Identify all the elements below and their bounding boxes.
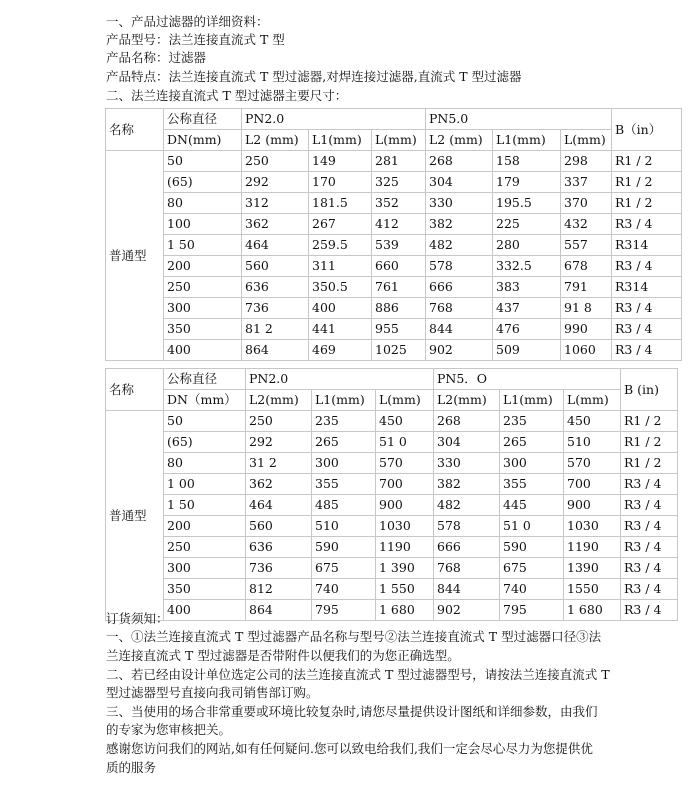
table-cell: 1030 [564,516,621,537]
intro-line-1: 一、产品过滤器的详细资料： [106,14,269,29]
table-cell: 265 [312,432,376,453]
table-cell: 795 [312,600,376,621]
name-header: 名称 [106,369,164,411]
col-header: L2(mm) [246,390,312,411]
table-cell: R3 / 4 [621,516,678,537]
table-cell: 355 [500,474,564,495]
nominal-header: 公称直径 [164,369,246,390]
table-cell: 1550 [564,579,621,600]
table-cell: 560 [246,516,312,537]
table-cell: R314 [612,277,682,298]
table-cell: 383 [493,277,561,298]
table-cell: 902 [434,600,500,621]
table-cell: 332.5 [493,256,561,277]
col-header: L2 (mm) [242,130,309,151]
table-cell: 50 [164,151,242,172]
table-cell: 476 [493,319,561,340]
table-cell: R1 / 2 [612,193,682,214]
table-cell: 578 [434,516,500,537]
table-cell: 195.5 [493,193,561,214]
table-row [106,256,682,277]
table-cell: R314 [612,235,682,256]
table-cell: 235 [500,411,564,432]
table-cell: 350 [164,579,246,600]
table-cell: 300 [500,453,564,474]
table-cell: 1 550 [376,579,434,600]
table-cell: 268 [434,411,500,432]
table-cell: R1 / 2 [621,411,678,432]
table-cell: 469 [309,340,372,361]
table-cell: 955 [372,319,426,340]
table-cell: 441 [309,319,372,340]
table-cell: 768 [426,298,493,319]
table-cell: 450 [564,411,621,432]
col-header: L(mm) [564,390,621,411]
table-cell: R3 / 4 [621,579,678,600]
table-cell: 570 [564,453,621,474]
table-cell: 675 [312,558,376,579]
table-cell: 179 [493,172,561,193]
table-cell: 902 [426,340,493,361]
col-header: L(mm) [372,130,426,151]
note-1b: 兰连接直流式 T 型过滤器是否带附件以便我们的为您正确选型。 [106,648,460,663]
table-cell: 158 [493,151,561,172]
table-row [106,319,682,340]
table-cell: 311 [309,256,372,277]
table-cell: 1025 [372,340,426,361]
table-cell: 400 [164,600,246,621]
table-cell: R3 / 4 [621,558,678,579]
table-cell: 300 [312,453,376,474]
name-header: 名称 [106,109,164,151]
table-cell: 736 [246,558,312,579]
table-cell: 736 [242,298,309,319]
table-cell: 1060 [561,340,612,361]
table-cell: 330 [426,193,493,214]
table-cell: 510 [312,516,376,537]
table-cell: 675 [500,558,564,579]
table-cell: R3 / 4 [612,340,682,361]
table-cell: 1030 [376,516,434,537]
table-cell: 350.5 [309,277,372,298]
table-cell: 844 [434,579,500,600]
table-cell: 267 [309,214,372,235]
intro-line-2: 产品型号：法兰连接直流式 T 型 [106,32,285,47]
table-cell: 450 [376,411,434,432]
table-cell: 791 [561,277,612,298]
table-row [106,172,682,193]
table-cell: 265 [500,432,564,453]
table-row [106,298,682,319]
table-row [106,579,678,600]
table-cell: R1 / 2 [621,453,678,474]
table-cell: 225 [493,214,561,235]
table-row [106,474,678,495]
table-cell: 1190 [376,537,434,558]
table-cell: 1 390 [376,558,434,579]
table-cell: 370 [561,193,612,214]
table-cell: 325 [372,172,426,193]
table-cell: 80 [164,453,246,474]
col-header: L1(mm) [500,390,564,411]
col-header: L1(mm) [493,130,561,151]
table-cell: 170 [309,172,372,193]
table-cell: 382 [426,214,493,235]
table-cell: 768 [434,558,500,579]
table-cell: 149 [309,151,372,172]
table-cell: 1 680 [564,600,621,621]
table-cell: 437 [493,298,561,319]
table-cell: 250 [242,151,309,172]
table-cell: 1 50 [164,495,246,516]
table-cell: 300 [164,558,246,579]
table-cell: R3 / 4 [612,256,682,277]
table-cell: 200 [164,256,242,277]
table-cell: 990 [561,319,612,340]
table-cell: 51 0 [500,516,564,537]
table-cell: 352 [372,193,426,214]
table-cell: 539 [372,235,426,256]
table-row [106,537,678,558]
table-cell: 510 [564,432,621,453]
table-cell: 795 [500,600,564,621]
table-cell: 482 [426,235,493,256]
pn-group-header: PN2.0 [246,369,434,390]
table-cell: 355 [312,474,376,495]
table-cell: 362 [246,474,312,495]
table-cell: 330 [434,453,500,474]
table-cell: 864 [242,340,309,361]
pn-group-header: PN2.0 [242,109,426,130]
table-cell: 660 [372,256,426,277]
table-cell: 445 [500,495,564,516]
table-cell: R1 / 2 [612,172,682,193]
table-cell: 678 [561,256,612,277]
table-cell: 281 [372,151,426,172]
table-cell: 1 680 [376,600,434,621]
col-header: L1(mm) [312,390,376,411]
table-cell: 509 [493,340,561,361]
table-cell: R3 / 4 [621,474,678,495]
table-cell: 31 2 [246,453,312,474]
table-cell: 91 8 [561,298,612,319]
table-cell: 844 [426,319,493,340]
table-cell: 900 [376,495,434,516]
table-cell: 590 [500,537,564,558]
table-row [106,340,682,361]
table-cell: R3 / 4 [612,319,682,340]
dimension-table-2 [105,368,678,621]
b-header: B (in) [621,369,678,411]
table-cell: 485 [312,495,376,516]
table-cell: 337 [561,172,612,193]
table-cell: 412 [372,214,426,235]
table-cell: 636 [246,537,312,558]
type-label: 普通型 [106,411,164,621]
table-row [106,495,678,516]
table-cell: 80 [164,193,242,214]
table-cell: 300 [164,298,242,319]
table-cell: 200 [164,516,246,537]
note-2a: 二、若已经由设计单位选定公司的法兰连接直流式 T 型过滤器型号，请按法兰连接直流式 T [106,667,610,682]
table-cell: 464 [246,495,312,516]
table-cell: 1 50 [164,235,242,256]
table-cell: 400 [309,298,372,319]
note-3b: 的专家为您审核把关。 [106,722,232,737]
table-cell: 666 [426,277,493,298]
table-cell: 900 [564,495,621,516]
table-cell: 1 00 [164,474,246,495]
table-cell: 636 [242,277,309,298]
table-cell: 570 [376,453,434,474]
table-cell: 812 [246,579,312,600]
nominal-header: 公称直径 [164,109,242,130]
table-cell: 250 [164,277,242,298]
col-header: L(mm) [376,390,434,411]
table-cell: (65) [164,432,246,453]
table-cell: 666 [434,537,500,558]
table-cell: R1 / 2 [621,432,678,453]
table-cell: 81 2 [242,319,309,340]
table-cell: 432 [561,214,612,235]
pn-group-header: PN5.0 [426,109,612,130]
note-3a: 三、当使用的场合非常重要或环境比较复杂时,请您尽量提供设计图纸和详细参数，由我们 [106,704,598,719]
table-cell: 350 [164,319,242,340]
table-cell: 578 [426,256,493,277]
col-header: L2(mm) [434,390,500,411]
table-cell: R1 / 2 [612,151,682,172]
col-header: L(mm) [561,130,612,151]
table-cell: R3 / 4 [612,214,682,235]
table-cell: 590 [312,537,376,558]
b-header: B（in） [612,109,682,151]
table-cell: 312 [242,193,309,214]
table-row [106,277,682,298]
table-cell: 292 [246,432,312,453]
table-cell: R3 / 4 [621,537,678,558]
table-cell: 740 [312,579,376,600]
table-cell: 181.5 [309,193,372,214]
table-cell: 886 [372,298,426,319]
table-cell: 700 [376,474,434,495]
table-cell: 298 [561,151,612,172]
type-label: 普通型 [106,151,164,361]
table-cell: 700 [564,474,621,495]
table-cell: 761 [372,277,426,298]
note-4b: 质的服务 [106,760,157,775]
table-row [106,432,678,453]
table-cell: 740 [500,579,564,600]
table-cell: 250 [164,537,246,558]
table-cell: R3 / 4 [612,298,682,319]
table-row [106,235,682,256]
table-cell: 400 [164,340,242,361]
table-cell: R3 / 4 [621,495,678,516]
table-cell: 362 [242,214,309,235]
table-cell: 259.5 [309,235,372,256]
table-cell: 250 [246,411,312,432]
table-row [106,151,682,172]
dn-header: DN（mm） [164,390,246,411]
order-notes-title: 订货须知： [106,611,169,626]
table-cell: 280 [493,235,561,256]
table-cell: 304 [426,172,493,193]
table-cell: 382 [434,474,500,495]
table-row [106,193,682,214]
col-header: L2 (mm) [426,130,493,151]
table-cell: 464 [242,235,309,256]
dimension-table-1 [105,108,682,361]
table-cell: 50 [164,411,246,432]
intro-line-3: 产品名称：过滤器 [106,50,207,65]
table-row [106,558,678,579]
table-cell: 1190 [564,537,621,558]
table-cell: 51 0 [376,432,434,453]
table-cell: 482 [434,495,500,516]
table-row [106,214,682,235]
table-row [106,516,678,537]
table-cell: 304 [434,432,500,453]
note-1a: 一、①法兰连接直流式 T 型过滤器产品名称与型号②法兰连接直流式 T 型过滤器口径③法 [106,629,602,644]
table-cell: (65) [164,172,242,193]
table-cell: 100 [164,214,242,235]
note-4a: 感谢您访问我们的网站,如有任何疑问.您可以致电给我们,我们一定会尽心尽力为您提供优 [106,741,593,756]
pn-group-header: PN5．O [434,369,621,390]
table-cell: 235 [312,411,376,432]
note-2b: 型过滤器型号直接向我司销售部订购。 [106,685,319,700]
table-cell: 1390 [564,558,621,579]
dn-header: DN(mm) [164,130,242,151]
table-cell: 560 [242,256,309,277]
table-cell: 292 [242,172,309,193]
table-row [106,600,678,621]
table-row [106,411,678,432]
intro-line-4: 产品特点：法兰连接直流式 T 型过滤器,对焊连接过滤器,直流式 T 型过滤器 [106,69,522,84]
table-row [106,453,678,474]
col-header: L1(mm) [309,130,372,151]
table-cell: 268 [426,151,493,172]
table-cell: R3 / 4 [621,600,678,621]
table-cell: 864 [246,600,312,621]
table-cell: 557 [561,235,612,256]
intro-line-5: 二、法兰连接直流式 T 型过滤器主要尺寸： [106,88,348,103]
